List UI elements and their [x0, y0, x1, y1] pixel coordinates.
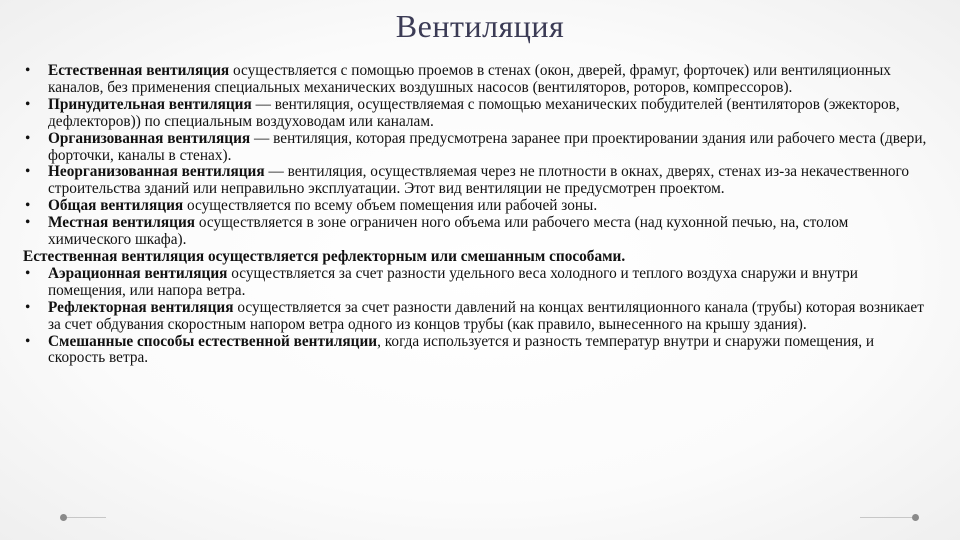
bullet-item: [23, 164, 928, 198]
bullet-item: [23, 198, 928, 215]
bullet-item: [23, 131, 928, 165]
term: Неорганизованная вентиляция: [48, 163, 265, 181]
bullet-glyph: •: [25, 298, 31, 316]
description: осуществляется за счет разности давлений на концах вентиляционного канала (трубы) которая возникает за счет обдувания скоростным напором ветра одного из концов трубы (как правило, вынесенного на крышу здания).: [48, 298, 924, 333]
bullet-item: [23, 300, 928, 334]
description: осуществляется с помощью проемов в стенах (окон, дверей, фрамуг, форточек) или вентиляционных каналов, без применения специальных механических воздушных насосов (вентиляторов, роторов, компрессоров).: [48, 62, 891, 96]
summary-line: [23, 249, 928, 266]
term: Естественная вентиляция: [48, 62, 230, 79]
bullet-glyph: •: [25, 332, 31, 350]
bullet-glyph: •: [25, 197, 31, 215]
description: Естественная вентиляция осуществляется рефлекторным или смешанным способами.: [23, 247, 626, 265]
bullet-glyph: •: [25, 214, 31, 232]
description: — вентиляция, осуществляемая с помощью механических побудителей (вентиляторов (эжекторов, дефлекторов)) по специальным воздуховодам или каналам.: [48, 95, 900, 130]
description: — вентиляция, осуществляемая через не плотности в окнах, дверях, стенах из-за некачественного строительства зданий или неправильно эксплуатации. Этот вид вентиляции не предусмотрен проектом.: [48, 163, 910, 198]
bullet-glyph: •: [25, 129, 31, 147]
term: Организованная вентиляция: [48, 129, 251, 147]
description: осуществляется за счет разности удельного веса холодного и теплого воздуха снаружи и внутри помещения, или напора ветра.: [48, 264, 858, 299]
bullet-glyph: •: [25, 163, 31, 181]
bullet-item: [23, 334, 928, 368]
term: Общая вентиляция: [48, 197, 184, 215]
bottom-left-line: [66, 517, 106, 518]
description: осуществляется в зоне ограничен ного объема или рабочего места (над кухонной печью, на, столом химического шкафа).: [48, 214, 849, 249]
bottom-right-dot: [912, 514, 919, 521]
bullet-item: [23, 97, 928, 131]
term: Рефлекторная вентиляция: [48, 298, 234, 316]
description: осуществляется по всему объем помещения или рабочей зоны.: [183, 197, 598, 215]
description: — вентиляция, которая предусмотрена заранее при проектировании здания или рабочего места (двери, форточки, каналы в стенах).: [48, 129, 927, 164]
term: Принудительная вентиляция: [48, 95, 252, 113]
slide-title: Вентиляция: [395, 8, 565, 44]
term: Аэрационная вентиляция: [48, 264, 228, 282]
bullet-item: [23, 266, 928, 300]
bottom-right-line: [860, 517, 912, 518]
bullet-item: [23, 215, 928, 249]
description: , когда используется и разность температур внутри и снаружи помещения, и скорость ветра.: [48, 332, 875, 367]
term: Смешанные способы естественной вентиляции: [48, 332, 378, 350]
bullet-glyph: •: [25, 62, 31, 79]
term: Местная вентиляция: [48, 214, 196, 232]
slide-content: [23, 63, 928, 367]
bullet-glyph: •: [25, 95, 31, 113]
bullet-item: [23, 63, 928, 97]
bottom-left-dot: [60, 514, 67, 521]
bullet-glyph: •: [25, 264, 31, 282]
